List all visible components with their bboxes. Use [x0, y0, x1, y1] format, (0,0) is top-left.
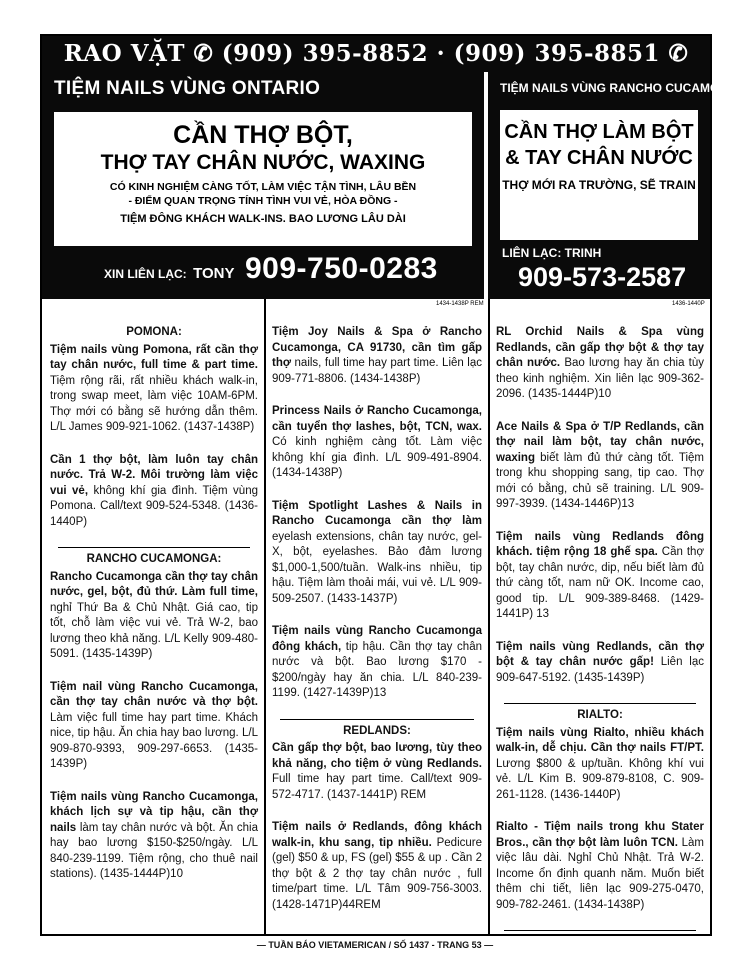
ad-headline: Tiệm nail vùng Rancho Cucamonga, cần thợ tay chân nước và thợ bột.	[50, 680, 258, 708]
ad-body: eyelash extensions, chân tay nước, gel-X, bột, eyelashes. Bảo đảm lương $1,000-1,500/tuần. Walk-ins nhiều, tip hậu. Tiệm làm thoải mái, vui vẻ. L/L 909-509-2507. (1433-1437P)	[272, 530, 482, 605]
classified-ad	[496, 726, 704, 804]
ad-ontario-line1: CẦN THỢ BỘT,	[173, 121, 353, 149]
classified-ad	[50, 453, 258, 531]
ad-rancho-line3: THỢ MỚI RA TRƯỜNG, SẼ TRAIN	[502, 178, 696, 192]
masthead-title: RAO VẶT ✆ (909) 395-8852 · (909) 395-8851 ✆	[42, 36, 710, 72]
classified-ad	[272, 499, 482, 608]
section-divider	[504, 703, 696, 704]
page-frame	[40, 34, 746, 936]
classified-ad	[50, 680, 258, 773]
ad-ontario-box	[54, 112, 472, 246]
ad-headline: RL Orchid Nails & Spa vùng Redlands, cần gấp thợ bột & thợ tay chân nước.	[496, 326, 704, 369]
ad-headline: Tiệm nails vùng Rancho Cucamonga, khách lịch sự và tip hậu, cần thợ nails	[50, 790, 258, 834]
ad-headline: Tiệm nails vùng Rialto, nhiều khách walk-in, dễ chịu. Cần thợ nails FT/PT.	[496, 726, 704, 754]
classified-ad	[496, 325, 704, 403]
ad-headline: Tiệm nails vùng Pomona, rất cần thợ tay chân nước, full time & part time.	[50, 343, 258, 371]
ad-body: Liên lạc 909-647-5192. (1435-1439P)	[496, 656, 704, 684]
ad-body: làm tay chân nước và bột. Ăn chia hay bao lương $150-$250/ngày. L/L 840-239-1199. Tiệm rộng, cho thuê nail stations). (1435-1444P)10	[50, 821, 258, 880]
section-heading-redlands: REDLANDS:	[343, 724, 411, 737]
ad-ontario	[42, 72, 484, 299]
ad-body: Lương $800 & up/tuần. Không khí vui vẻ. L/L Kim B. 909-879-8108, C. 909-261-1128. (1436-1440P)	[496, 757, 704, 801]
ad-rancho-ref: 1436-1440P	[672, 301, 705, 307]
ad-ontario-contact-name: TONY	[193, 265, 235, 282]
ad-headline: Tiệm nails vùng Rancho Cucamonga đông khách,	[272, 625, 482, 653]
ad-rancho-phone: 909-573-2587	[518, 262, 687, 292]
classified-ad	[496, 530, 704, 623]
ad-headline: Cần 1 thợ bột, làm luôn tay chân nước. Trả W-2. Môi trường làm việc vui vẻ,	[50, 453, 258, 497]
ad-headline: Tiệm nails vùng Redlands, cần thợ bột & tay chân nước gấp!	[496, 640, 704, 668]
classified-ad	[50, 570, 258, 663]
ad-headline: Tiệm Spotlight Lashes & Nails in Rancho Cucamonga cần thợ làm	[272, 499, 482, 527]
ad-ontario-contact	[104, 252, 438, 286]
section-heading-pomona: POMONA:	[126, 326, 182, 338]
section-heading-rialto: RIALTO:	[577, 709, 623, 721]
ad-body: nails, full time hay part time. Liên lạc 909-771-8806. (1434-1438P)	[272, 357, 482, 385]
section-divider	[504, 930, 696, 931]
classified-ad	[272, 325, 482, 387]
ad-ontario-title: TIỆM NAILS VÙNG ONTARIO	[54, 78, 321, 99]
ad-body: không khí gia đình. Tiệm vùng Pomona. Call/text 909-524-5348. (1436-1440P)	[50, 484, 258, 528]
classified-ad	[496, 820, 704, 913]
classified-ad	[50, 343, 258, 436]
ad-headline: Ace Nails & Spa ở T/P Redlands, cần thợ nail làm bột, tay chân nước, waxing	[496, 420, 704, 464]
classified-ad	[50, 790, 258, 883]
classified-ad	[496, 640, 704, 687]
ad-ontario-line3: CÓ KINH NGHIỆM CÀNG TỐT, LÀM VIỆC TẬN TÌNH, LÂU BỀN	[109, 181, 417, 193]
column-3	[488, 299, 710, 936]
classified-ad	[272, 404, 482, 482]
ad-headline: Rialto - Tiệm nails trong khu Stater Bros., cần thợ bột làm luôn TCN.	[496, 821, 704, 849]
ad-body: Tiệm rộng rãi, rất nhiều khách walk-in, trong swap meet, làm việc 10AM-6PM. Thợ mới có bằng sẽ hướng dẫn thêm. L/L James 909-921-1062. (1437-1438P)	[50, 374, 258, 433]
ad-headline: Tiệm nails ở Redlands, đông khách walk-in, khu sang, tip nhiều.	[272, 821, 482, 849]
ad-rancho-line2: & TAY CHÂN NƯỚC	[505, 147, 693, 169]
ad-headline: Princess Nails ở Rancho Cucamonga, cần tuyển thợ lashes, bột, TCN, wax.	[272, 405, 482, 433]
ad-body: tip hậu. Cần thợ tay chân nước và bột. Bao lương $170 - $200/ngày hay ăn chia. L/L 840-239-1199. (1427-1439P)13	[272, 640, 482, 699]
ad-rancho-box	[500, 110, 698, 240]
ad-rancho	[488, 72, 746, 299]
ad-body: Full time hay part time. Call/text 909-572-4717. (1437-1441P) REM	[272, 773, 482, 801]
ad-ontario-line4: - ĐIỂM QUAN TRỌNG TÍNH TÌNH VUI VẺ, HÒA ĐỒNG -	[128, 195, 398, 207]
section-heading-rancho: RANCHO CUCAMONGA:	[86, 553, 222, 565]
ad-body: biết làm đủ thứ càng tốt. Tiệm trong khu shopping sang, tip cao. Thợ mới có bằng, chủ sẽ training. L/L 909-997-3939. (1434-1446P)13	[496, 451, 704, 510]
column-2	[264, 299, 488, 936]
page-footer: — TUẦN BÁO VIETAMERICAN / SỐ 1437 - TRANG 53 —	[256, 940, 494, 950]
section-divider	[58, 547, 250, 548]
classified-ad	[272, 741, 482, 803]
ad-body: Có kinh nghiệm càng tốt. Làm việc không khí gia đình. L/L 909-491-8904. (1434-1438P)	[272, 436, 482, 479]
ad-body: Cần thợ bột, tay chân nước, dip, nếu biết làm đủ thứ càng tốt, nam nữ OK. Income cao, good tip. L/L 909-389-8468. (1429-1441P) 13	[496, 546, 704, 620]
ad-ontario-phone: 909-750-0283	[244, 252, 438, 285]
ad-ontario-line2: THỢ TAY CHÂN NƯỚC, WAXING	[100, 151, 426, 174]
classified-ad	[272, 820, 482, 913]
ad-body: nghỉ Thứ Ba & Chủ Nhật. Giá cao, tip tốt, chỗ làm việc vui vẻ. Trả W-2, bao lương theo khả năng. L/L Kelly 909-480-5091. (1435-1439P)	[50, 601, 258, 660]
ad-headline: Cần gấp thợ bột, bao lương, tùy theo khả năng, cho tiệm ở vùng Redlands.	[272, 742, 482, 770]
ad-body: Làm việc full time hay part time. Khách nice, tip hậu. Ăn chia hay bao lương. L/L 909-870-9393, 909-297-6653. (1435-1439P)	[50, 711, 258, 770]
ad-body: Bao lương hay ăn chia tùy theo kinh nghiệm. Xin liên lạc 909-362-2096. (1435-1444P)10	[496, 357, 704, 400]
ad-ontario-contact-label: XIN LIÊN LẠC:	[104, 267, 187, 281]
ad-body: Làm việc lâu dài. Nghỉ Chủ Nhật. Trả W-2. Income ổn định quanh năm. Muốn biết thêm chi tiết, liên lạc 909-275-0470, 909-782-2461. (1434-1438P)	[496, 836, 704, 911]
ad-rancho-contact: LIÊN LẠC: TRINH	[502, 246, 602, 260]
ad-rancho-line1: CẦN THỢ LÀM BỘT	[504, 121, 694, 143]
ad-headline: Tiệm nails vùng Redlands đông khách. tiệm rộng 18 ghế spa.	[496, 530, 704, 558]
ad-body: Pedicure (gel) $50 & up, FS (gel) $55 & up . Cần 2 thợ bột & 2 thợ tay chân nước , full time/part time. L/L Tâm 909-756-3003. (1428-1471P)44REM	[272, 836, 482, 911]
section-divider	[280, 719, 474, 720]
classified-ad	[272, 624, 482, 702]
column-1	[42, 299, 264, 936]
ad-rancho-title: TIỆM NAILS VÙNG RANCHO CUCAMONGA	[500, 81, 746, 95]
ad-headline: Rancho Cucamonga cần thợ tay chân nước, gel, bột, đủ thứ. Làm full time,	[50, 570, 258, 598]
classified-ad	[496, 420, 704, 513]
ad-ontario-line5: TIỆM ĐÔNG KHÁCH WALK-INS. BAO LƯƠNG LÂU DÀI	[120, 213, 406, 225]
ad-headline: Tiệm Joy Nails & Spa ở Rancho Cucamonga, CA 91730, cần tìm gấp thợ	[272, 326, 482, 369]
ad-ontario-ref: 1434-1438P REM	[436, 301, 484, 307]
